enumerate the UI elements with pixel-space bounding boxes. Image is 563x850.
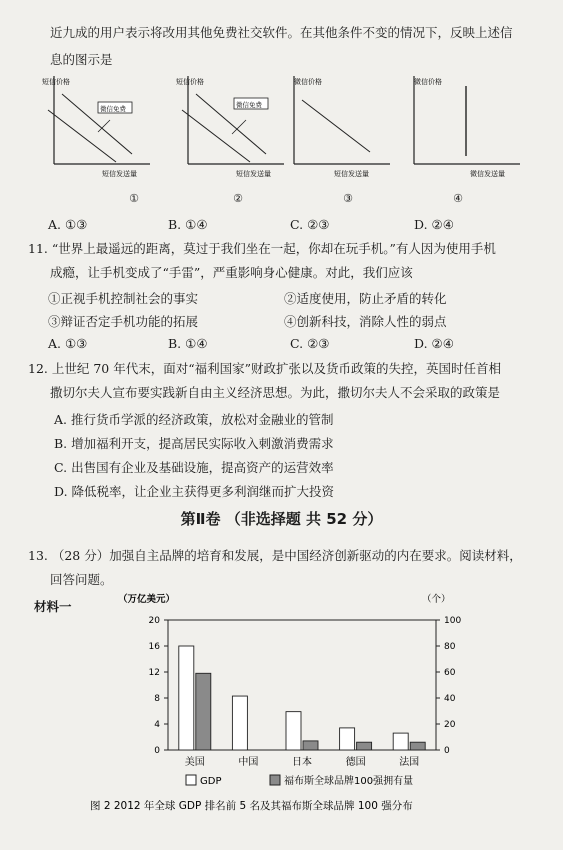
- q13-line-2: 回答问题。: [50, 572, 113, 587]
- category-label-4: 法国: [399, 757, 420, 768]
- mini-graph-3-ylabel: 微信价格: [294, 78, 322, 86]
- mini-graph-4-caption: ④: [453, 192, 463, 205]
- gdp-brand-chart: [0, 585, 563, 850]
- q10-option-b: B. ①④: [168, 217, 208, 232]
- q11-line-1: 11. “世界上最遥远的距离，莫过于我们坐在一起，你却在玩手机。”有人因为使用手机: [28, 241, 496, 256]
- q13-line-1: 13. （28 分）加强自主品牌的培育和发展，是中国经济创新驱动的内在要求。阅读材料，: [28, 548, 522, 563]
- q11-item-2: ②适度使用，防止矛盾的转化: [284, 291, 447, 306]
- chart-caption: 图 2 2012 年全球 GDP 排名前 5 名及其福布斯全球品牌 100 强分布: [90, 800, 413, 812]
- mini-graph-4-xlabel: 微信发送量: [470, 170, 505, 178]
- intro-line-2: 息的图示是: [50, 52, 113, 67]
- mini-graph-4: [414, 76, 520, 178]
- right-tick-label-1: 20: [444, 720, 456, 730]
- left-tick-label-1: 4: [154, 720, 160, 730]
- bar-gdp-1: [232, 696, 247, 750]
- q11-line-2: 成瘾，让手机变成了“手雷”，严重影响身心健康。对此，我们应该: [50, 265, 413, 280]
- legend-label-gdp: GDP: [200, 776, 222, 787]
- mini-graph-1: [42, 76, 150, 178]
- q11-option-c: C. ②③: [290, 336, 330, 351]
- section-title: 第Ⅱ卷 （非选择题 共 52 分）: [180, 510, 383, 528]
- left-tick-label-2: 8: [154, 694, 160, 704]
- intro-line-1: 近九成的用户表示将改用其他免费社交软件。在其他条件不变的情况下，反映上述信: [50, 25, 513, 40]
- mini-graph-2-box: 微信免费: [236, 101, 262, 109]
- bar-brand-2: [303, 741, 318, 750]
- q12-line-1: 12. 上世纪 70 年代末，面对“福利国家”财政扩张以及货币政策的失控，英国时任首相: [28, 361, 501, 376]
- legend-swatch-gdp: [186, 775, 196, 785]
- mini-graph-1-ylabel: 短信价格: [42, 78, 70, 86]
- q11-item-1: ①正视手机控制社会的事实: [48, 291, 199, 306]
- q12-line-2: 撒切尔夫人宣布要实践新自由主义经济思想。为此，撒切尔夫人不会采取的政策是: [50, 385, 501, 400]
- left-axis-label: （万亿美元）: [118, 594, 176, 605]
- right-tick-label-0: 0: [444, 746, 450, 756]
- category-label-1: 中国: [238, 757, 259, 768]
- right-tick-label-2: 40: [444, 694, 456, 704]
- right-axis-label: （个）: [422, 594, 451, 605]
- mini-graph-1-xlabel: 短信发送量: [102, 170, 137, 178]
- q11-option-b: B. ①④: [168, 336, 208, 351]
- legend-swatch-brand: [270, 775, 280, 785]
- q11-option-d: D. ②④: [414, 336, 454, 351]
- q12-option-a: A. 推行货币学派的经济政策，放松对金融业的管制: [54, 412, 334, 427]
- mini-graph-1-box: 微信免费: [100, 105, 126, 113]
- q11-item-4: ④创新科技，消除人性的弱点: [284, 314, 447, 329]
- bar-brand-3: [357, 742, 372, 750]
- mini-graph-2-caption: ②: [233, 192, 243, 205]
- left-tick-label-5: 20: [148, 616, 160, 626]
- material-label: 材料一: [34, 599, 72, 614]
- legend-label-brand: 福布斯全球品牌100强拥有量: [284, 776, 414, 787]
- category-label-0: 美国: [184, 757, 205, 768]
- mini-graph-2: [176, 76, 284, 178]
- bar-gdp-2: [286, 712, 301, 750]
- q11-item-3: ③辩证否定手机功能的拓展: [48, 314, 199, 329]
- left-tick-label-4: 16: [148, 642, 160, 652]
- right-tick-label-3: 60: [444, 668, 456, 678]
- bar-brand-4: [410, 742, 425, 750]
- bar-brand-0: [196, 673, 211, 750]
- bar-gdp-0: [179, 646, 194, 750]
- bar-gdp-3: [340, 728, 355, 750]
- mini-graph-4-ylabel: 微信价格: [414, 78, 442, 86]
- q10-option-d: D. ②④: [414, 217, 454, 232]
- q10-option-a: A. ①③: [48, 217, 88, 232]
- left-tick-label-3: 12: [148, 668, 160, 678]
- category-label-2: 日本: [292, 757, 312, 768]
- q12-option-d: D. 降低税率，让企业主获得更多利润继而扩大投资: [54, 484, 335, 499]
- mini-graphs: [40, 72, 560, 207]
- mini-graph-2-xlabel: 短信发送量: [236, 170, 271, 178]
- left-tick-label-0: 0: [154, 746, 160, 756]
- q12-option-c: C. 出售国有企业及基础设施，提高资产的运营效率: [54, 460, 334, 475]
- mini-graph-3-caption: ③: [343, 192, 353, 205]
- q10-option-c: C. ②③: [290, 217, 330, 232]
- mini-graph-3-xlabel: 短信发送量: [334, 170, 369, 178]
- q12-option-b: B. 增加福利开支，提高居民实际收入刺激消费需求: [54, 436, 334, 451]
- right-tick-label-4: 80: [444, 642, 456, 652]
- q11-option-a: A. ①③: [48, 336, 88, 351]
- category-label-3: 德国: [345, 757, 366, 768]
- mini-graph-1-caption: ①: [129, 192, 139, 205]
- mini-graph-2-ylabel: 短信价格: [176, 78, 204, 86]
- right-tick-label-5: 100: [444, 616, 462, 626]
- mini-graph-3: [294, 76, 390, 178]
- bar-gdp-4: [393, 733, 408, 750]
